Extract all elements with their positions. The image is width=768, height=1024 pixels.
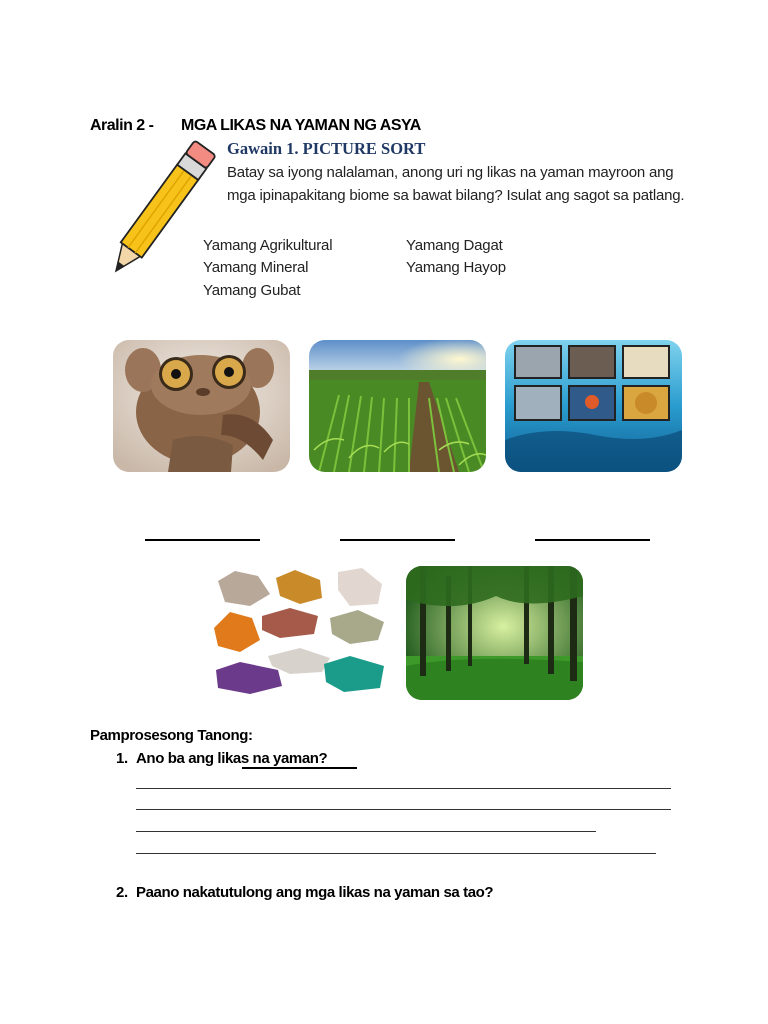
answer-line-1[interactable] [136, 788, 671, 789]
cornfield-image [309, 340, 486, 472]
choice-gubat: Yamang Gubat [203, 282, 301, 299]
choice-dagat: Yamang Dagat [406, 237, 503, 254]
question-text-2: Paano nakatutulong ang mga likas na yaman sa tao? [136, 884, 494, 901]
activity-title: Gawain 1. PICTURE SORT [227, 139, 426, 158]
question-1-inline-blank[interactable] [242, 767, 357, 769]
minerals-image [210, 566, 390, 700]
sea-resources-image [505, 340, 682, 472]
answer-blank-1[interactable] [145, 539, 260, 541]
answer-blank-3[interactable] [535, 539, 650, 541]
choice-hayop: Yamang Hayop [406, 259, 506, 276]
answer-line-4[interactable] [136, 853, 656, 854]
lesson-label: Aralin 2 - [90, 117, 154, 134]
answer-blank-2[interactable] [340, 539, 455, 541]
answer-line-3[interactable] [136, 831, 596, 832]
lesson-title: MGA LIKAS NA YAMAN NG ASYA [181, 117, 421, 134]
questions-title: Pamprosesong Tanong: [90, 727, 253, 744]
answer-line-2[interactable] [136, 809, 671, 810]
tarsier-image [113, 340, 290, 472]
choice-agrikultural: Yamang Agrikultural [203, 237, 333, 254]
choice-mineral: Yamang Mineral [203, 259, 309, 276]
question-number-2: 2. [116, 884, 128, 901]
question-text-1: Ano ba ang likas na yaman? [136, 750, 328, 767]
question-number-1: 1. [116, 750, 128, 767]
pencil-icon [108, 135, 220, 275]
activity-instructions: Batay sa iyong nalalaman, anong uri ng likas na yaman mayroon ang mga ipinapakitang biome sa bawat bilang? Isulat ang sagot sa patlang. [227, 164, 685, 204]
forest-image [406, 566, 583, 700]
